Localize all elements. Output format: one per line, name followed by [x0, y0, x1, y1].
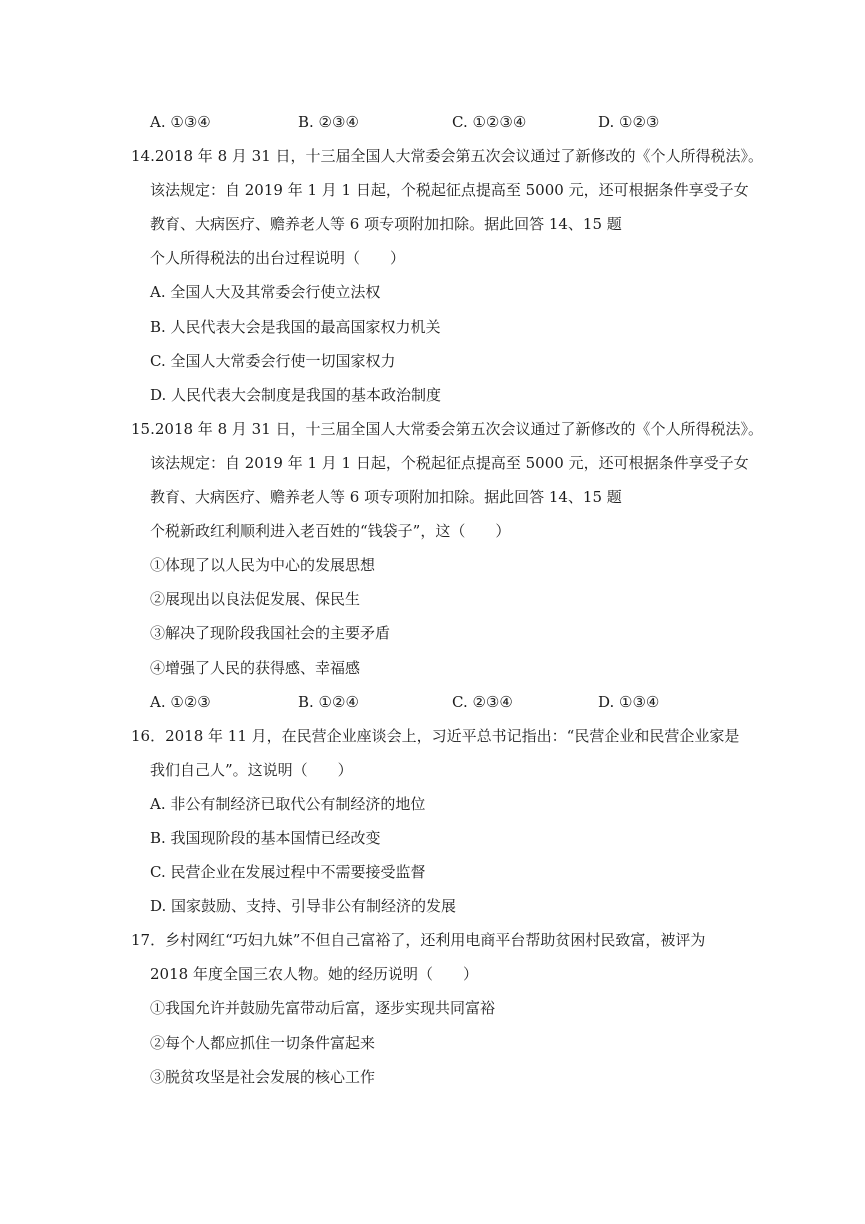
q17-statement-3: ③脱贫攻坚是社会发展的核心工作 [150, 1067, 376, 1086]
q16-stem-line-2: 我们自己人”。这说明（ ） [150, 760, 353, 779]
q14-stem-line-1: 14.2018 年 8 月 31 日，十三届全国人大常委会第五次会议通过了新修改的《个人所得税法》。 [131, 147, 764, 166]
q15-stem-line-2: 该法规定：自 2019 年 1 月 1 日起，个税起征点提高至 5000 元，还可根据条件享受子女 [150, 453, 749, 472]
q15-option-a: A. ①②③ [150, 692, 211, 711]
q17-statement-2: ②每个人都应抓住一切条件富起来 [150, 1033, 376, 1052]
q16-stem-line-1: 16．2018 年 11 月，在民营企业座谈会上，习近平总书记指出：“民营企业和民营企业家是 [131, 726, 740, 745]
q15-statement-3: ③解决了现阶段我国社会的主要矛盾 [150, 624, 391, 643]
q14-option-a: A. 全国人大及其常委会行使立法权 [150, 283, 381, 302]
q13-option-a: A. ①③④ [150, 113, 211, 131]
q14-stem-line-2: 该法规定：自 2019 年 1 月 1 日起，个税起征点提高至 5000 元，还可根据条件享受子女 [150, 181, 749, 200]
q15-options-row [0, 685, 865, 719]
q16-option-d: D. 国家鼓励、支持、引导非公有制经济的发展 [150, 897, 457, 916]
q13-options-row [0, 105, 865, 139]
q15-statement-4: ④增强了人民的获得感、幸福感 [150, 658, 361, 677]
q13-option-b: B. ②③④ [298, 113, 359, 131]
q17-stem-line-1: 17．乡村网红“巧妇九妹”不但自己富裕了，还利用电商平台帮助贫困村民致富，被评为 [131, 931, 706, 950]
q14-question: 个人所得税法的出台过程说明（ ） [150, 249, 406, 268]
q16-option-c: C. 民营企业在发展过程中不需要接受监督 [150, 863, 426, 882]
q15-question: 个税新政红利顺利进入老百姓的“钱袋子”，这（ ） [150, 522, 511, 541]
q15-option-c: C. ②③④ [452, 692, 513, 711]
q14-option-c: C. 全国人大常委会行使一切国家权力 [150, 351, 396, 370]
q15-statement-2: ②展现出以良法促发展、保民生 [150, 590, 361, 609]
q17-statement-1: ①我国允许并鼓励先富带动后富，逐步实现共同富裕 [150, 999, 496, 1018]
q15-stem-line-3: 教育、大病医疗、赡养老人等 6 项专项附加扣除。据此回答 14、15 题 [150, 488, 622, 507]
q14-stem-line-3: 教育、大病医疗、赡养老人等 6 项专项附加扣除。据此回答 14、15 题 [150, 215, 622, 234]
q16-option-a: A. 非公有制经济已取代公有制经济的地位 [150, 794, 426, 813]
q15-statement-1: ①体现了以人民为中心的发展思想 [150, 556, 376, 575]
q16-option-b: B. 我国现阶段的基本国情已经改变 [150, 828, 381, 847]
q14-option-d: D. 人民代表大会制度是我国的基本政治制度 [150, 385, 442, 404]
q13-option-d: D. ①②③ [598, 113, 660, 131]
q15-option-d: D. ①③④ [598, 692, 660, 711]
q15-option-b: B. ①②④ [298, 692, 359, 711]
exam-page [0, 105, 865, 1094]
q17-stem-line-2: 2018 年度全国三农人物。她的经历说明（ ） [150, 965, 478, 984]
q15-stem-line-1: 15.2018 年 8 月 31 日，十三届全国人大常委会第五次会议通过了新修改的《个人所得税法》。 [131, 419, 764, 438]
q13-option-c: C. ①②③④ [452, 113, 527, 131]
q14-option-b: B. 人民代表大会是我国的最高国家权力机关 [150, 317, 441, 336]
